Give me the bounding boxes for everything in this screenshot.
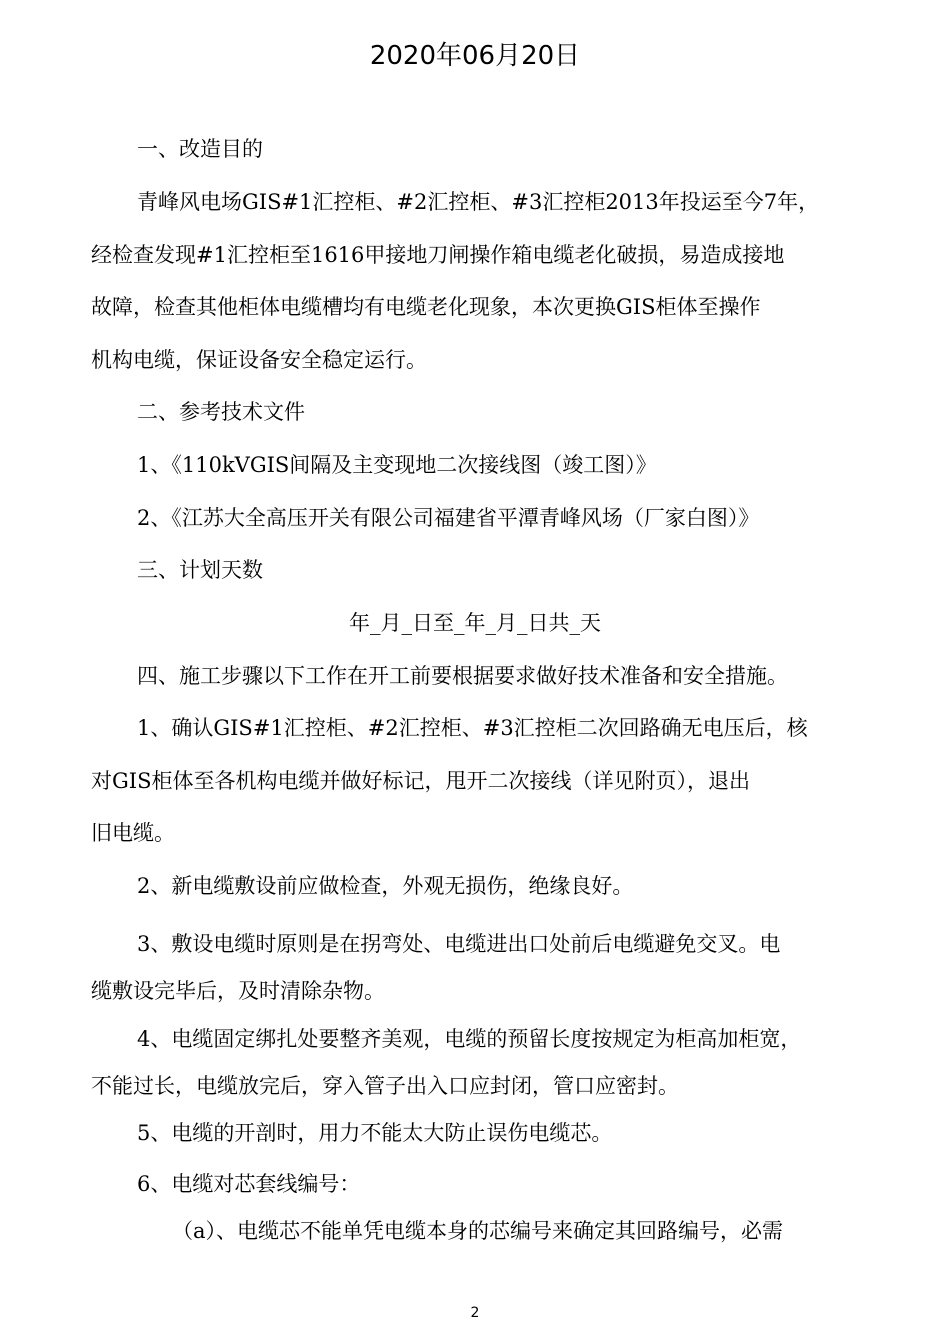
planned-days-blank-line: 年_月_日至_年_月_日共_天 xyxy=(349,611,601,635)
section-heading-steps: 四、施工步骤以下工作在开工前要根据要求做好技术准备和安全措施。 xyxy=(137,664,788,688)
section-heading-purpose: 一、改造目的 xyxy=(137,137,263,161)
step-line: 4、电缆固定绑扎处要整齐美观，电缆的预留长度按规定为柜高加柜宽， xyxy=(137,1027,802,1051)
reference-item: 1、《110kVGIS间隔及主变现地二次接线图（竣工图）》 xyxy=(137,453,657,477)
document-date: 2020年06月20日 xyxy=(369,41,581,71)
page-number: 2 xyxy=(470,1305,480,1321)
step-line: 不能过长，电缆放完后，穿入管子出入口应封闭，管口应密封。 xyxy=(91,1074,679,1098)
step-line: 6、电缆对芯套线编号： xyxy=(137,1172,361,1196)
paragraph-line: 青峰风电场GIS#1汇控柜、#2汇控柜、#3汇控柜2013年投运至今7年， xyxy=(137,190,820,214)
step-line: 对GIS柜体至各机构电缆并做好标记，甩开二次接线（详见附页），退出 xyxy=(91,769,750,793)
paragraph-line: 经检查发现#1汇控柜至1616甲接地刀闸操作箱电缆老化破损，易造成接地 xyxy=(91,243,785,267)
section-heading-planned-days: 三、计划天数 xyxy=(137,558,263,582)
step-line: 旧电缆。 xyxy=(91,821,175,845)
paragraph-line: 故障，检查其他柜体电缆槽均有电缆老化现象，本次更换GIS柜体至操作 xyxy=(91,295,761,319)
section-heading-references: 二、参考技术文件 xyxy=(137,400,305,424)
reference-item: 2、《江苏大全高压开关有限公司福建省平潭青峰风场（厂家白图）》 xyxy=(137,506,760,530)
step-line: 3、敷设电缆时原则是在拐弯处、电缆进出口处前后电缆避免交叉。电 xyxy=(137,932,781,956)
step-line: 2、新电缆敷设前应做检查，外观无损伤，绝缘良好。 xyxy=(137,874,634,898)
sub-step-line: （a）、电缆芯不能单凭电缆本身的芯编号来确定其回路编号，必需 xyxy=(172,1219,784,1243)
step-line: 5、电缆的开剖时，用力不能太大防止误伤电缆芯。 xyxy=(137,1121,613,1145)
step-line: 缆敷设完毕后，及时清除杂物。 xyxy=(91,979,385,1003)
paragraph-line: 机构电缆，保证设备安全稳定运行。 xyxy=(91,348,427,372)
step-line: 1、确认GIS#1汇控柜、#2汇控柜、#3汇控柜二次回路确无电压后，核 xyxy=(137,716,808,740)
